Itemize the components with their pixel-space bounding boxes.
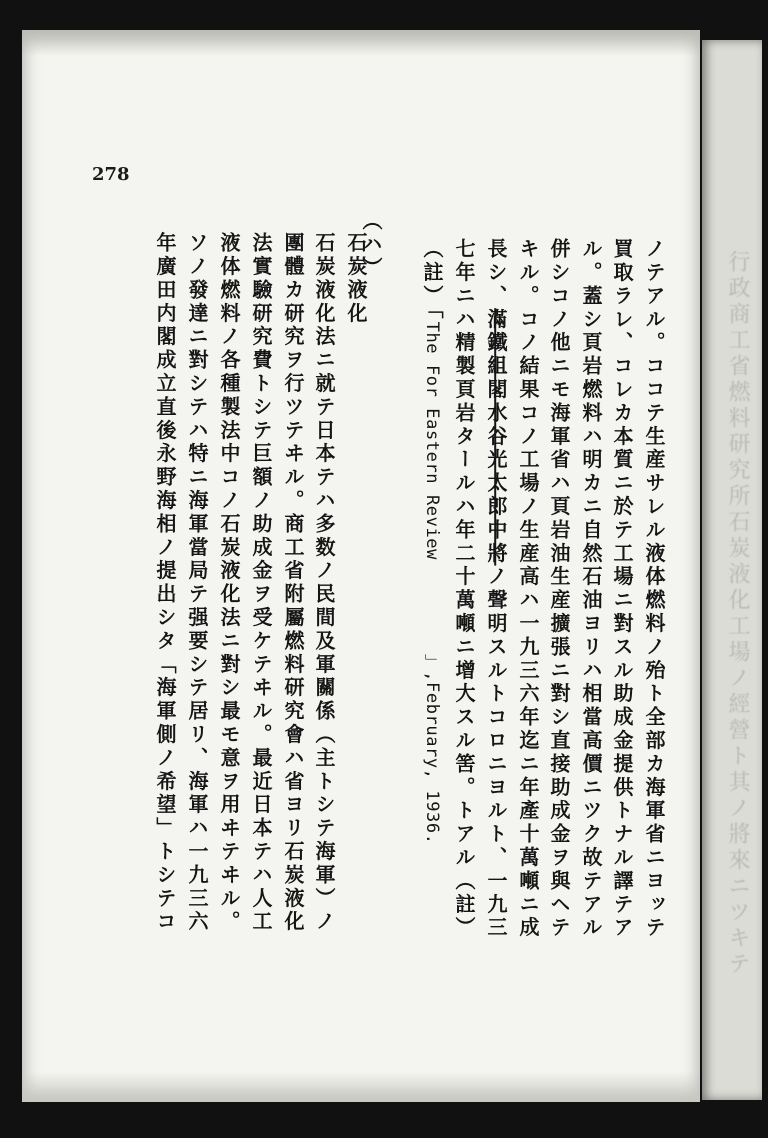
text-segment: 法實驗研究費トシテ巨額ノ助成金ヲ受ケテヰル。最近日本テハ人工 (249, 232, 273, 934)
text-column (606, 238, 638, 940)
bleed-through-text: 行政商工省燃料研究所石炭液化工場ノ經營ト其ノ將來ニツキテ (725, 250, 750, 978)
text-column (277, 232, 309, 934)
text-segment: （註）「 (420, 238, 444, 322)
text-column (213, 232, 245, 934)
text-segment: 長シ、 (484, 238, 508, 309)
page-shadow-bottom (22, 1072, 700, 1102)
text-segment: ノ聲明スルトコロニヨルト、一九三 (484, 565, 508, 941)
text-segment: （ハ） (359, 210, 383, 281)
text-segment: 七年ニハ精製頁岩タールハ年二十萬噸ニ增大スル筈。トアル（註） (452, 238, 476, 940)
text-segment: 買取ラレ、コレカ本質ニ於テ工場ニ對スル助成金提供トナル譯テア (610, 238, 634, 940)
text-column (448, 238, 480, 940)
text-segment (420, 560, 444, 654)
latin-text: 」,February, 1936. (422, 653, 442, 845)
text-segment: 年廣田内閣成立直後永野海相ノ提出シタ「海軍側ノ希望」トシテコ (153, 232, 177, 934)
text-column (480, 238, 512, 940)
text-column (638, 238, 670, 940)
text-column (181, 232, 213, 934)
text-column (543, 238, 575, 940)
page-shadow-top (22, 30, 700, 56)
text-segment: 液体燃料ノ各種製法中コノ石炭液化法ニ對シ最モ意ヲ用ヰテヰル。 (217, 232, 241, 934)
text-column (512, 238, 544, 940)
text-segment: 石炭液化 (344, 232, 368, 326)
text-segment: 石炭液化法ニ就テ日本テハ多数ノ民間及軍關係（主トシテ海軍）ノ (312, 232, 336, 934)
text-column (575, 238, 607, 940)
text-segment: ル。蓋シ頁岩燃料ハ明カニ自然石油ヨリハ相當高價ニツク故テアル (579, 238, 603, 940)
text-column (416, 238, 448, 845)
text-column (340, 232, 372, 326)
text-segment: ノテアル。ココテ生産サレル液体燃料ノ殆ト全部カ海軍省ニヨッテ (642, 238, 666, 940)
text-column (245, 232, 277, 934)
text-segment: 團體カ研究ヲ行ツテヰル。商工省附屬燃料研究會ハ省ヨリ石炭液化 (281, 232, 305, 934)
text-segment: 滿鐵組閣水谷光太郎中將 (484, 308, 508, 566)
text-segment: 併シコノ他ニモ海軍省ハ頁岩油生産擴張ニ對シ直接助成金ヲ與ヘテ (547, 238, 571, 940)
text-column (149, 232, 181, 934)
text-segment: ソノ發達ニ對シテハ特ニ海軍當局テ强要シテ居リ、海軍ハ一九三六 (185, 232, 209, 934)
page-number: 278 (92, 164, 130, 185)
text-column (308, 232, 340, 934)
latin-text: The For Eastern Review (422, 321, 442, 560)
text-segment: キル。コノ結果コノ工場ノ生産高ハ一九三六年迄ニ年產十萬噸ニ成 (516, 238, 540, 940)
